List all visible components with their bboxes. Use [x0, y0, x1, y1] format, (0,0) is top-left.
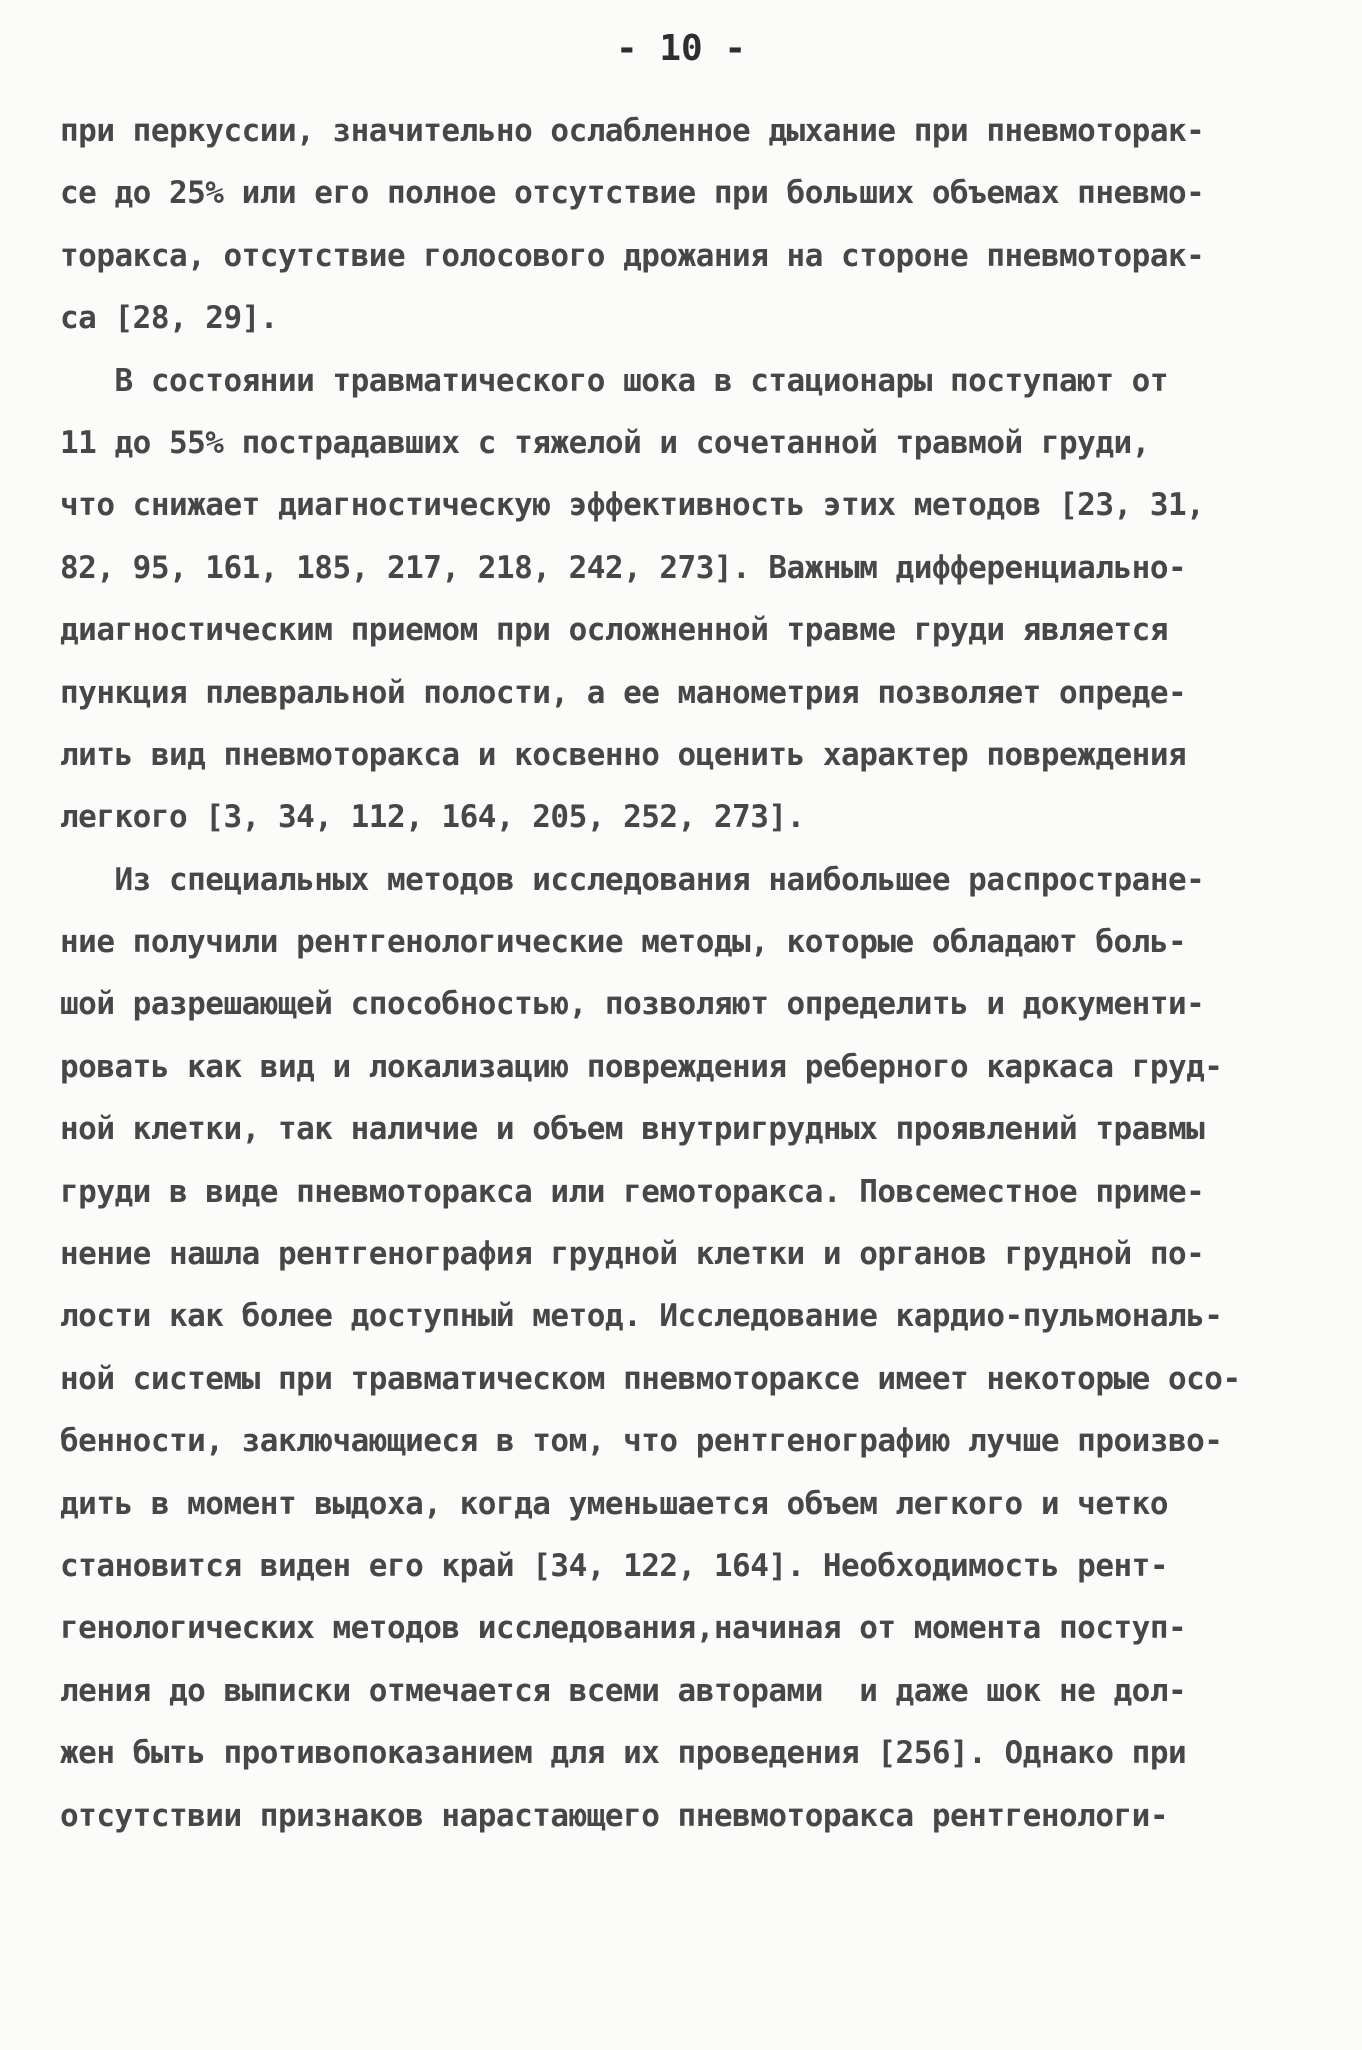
- text-line: диагностическим приемом при осложненной травме груди является: [60, 612, 1168, 649]
- text-line: са [28, 29].: [60, 300, 278, 337]
- text-line: бенности, заключающиеся в том, что рентгенографию лучше произво-: [60, 1423, 1223, 1460]
- text-line: Из специальных методов исследования наибольшее распростране-: [60, 861, 1205, 898]
- body-text: [60, 100, 1300, 1847]
- text-line: что снижает диагностическую эффективность этих методов [23, 31,: [60, 487, 1205, 524]
- text-line: дить в момент выдоха, когда уменьшается объем легкого и четко: [60, 1485, 1168, 1522]
- text-line: лить вид пневмоторакса и косвенно оценить характер повреждения: [60, 736, 1187, 773]
- text-line: шой разрешающей способностью, позволяют определить и документи-: [60, 986, 1205, 1023]
- text-line: ной системы при травматическом пневмотораксе имеет некоторые осо-: [60, 1360, 1241, 1397]
- text-line: генологических методов исследования,начиная от момента поступ-: [60, 1610, 1187, 1647]
- text-line: лости как более доступный метод. Исследование кардио-пульмональ-: [60, 1298, 1223, 1335]
- text-line: при перкуссии, значительно ослабленное дыхание при пневмоторак-: [60, 113, 1205, 149]
- text-line: становится виден его край [34, 122, 164]. Необходимость рент-: [60, 1547, 1168, 1584]
- page-number: - 10 -: [615, 28, 747, 69]
- text-line: ной клетки, так наличие и объем внутригрудных проявлений травмы: [60, 1111, 1205, 1148]
- text-line: легкого [3, 34, 112, 164, 205, 252, 273].: [60, 799, 805, 836]
- text-line: 82, 95, 161, 185, 217, 218, 242, 273]. Важным дифференциально-: [60, 549, 1187, 586]
- text-line: отсутствии признаков нарастающего пневмоторакса рентгенологи-: [60, 1797, 1168, 1834]
- text-line: 11 до 55% пострадавших с тяжелой и сочетанной травмой груди,: [60, 424, 1150, 461]
- text-line: ления до выписки отмечается всеми авторами и даже шок не дол-: [60, 1672, 1187, 1709]
- text-line: ние получили рентгенологические методы, которые обладают боль-: [60, 924, 1187, 961]
- text-line: ровать как вид и локализацию повреждения реберного каркаса груд-: [60, 1048, 1223, 1085]
- text-line: груди в виде пневмоторакса или гемоторакса. Повсеместное приме-: [60, 1173, 1205, 1210]
- text-line: се до 25% или его полное отсутствие при больших объемах пневмо-: [60, 175, 1205, 212]
- text-line: торакса, отсутствие голосового дрожания на стороне пневмоторак-: [60, 237, 1205, 274]
- text-line: пункция плевральной полости, а ее манометрия позволяет опреде-: [60, 674, 1187, 711]
- text-line: нение нашла рентгенография грудной клетки и органов грудной по-: [60, 1236, 1205, 1273]
- text-line: В состоянии травматического шока в стационары поступают от: [60, 362, 1168, 399]
- text-line: жен быть противопоказанием для их проведения [256]. Однако при: [60, 1735, 1187, 1772]
